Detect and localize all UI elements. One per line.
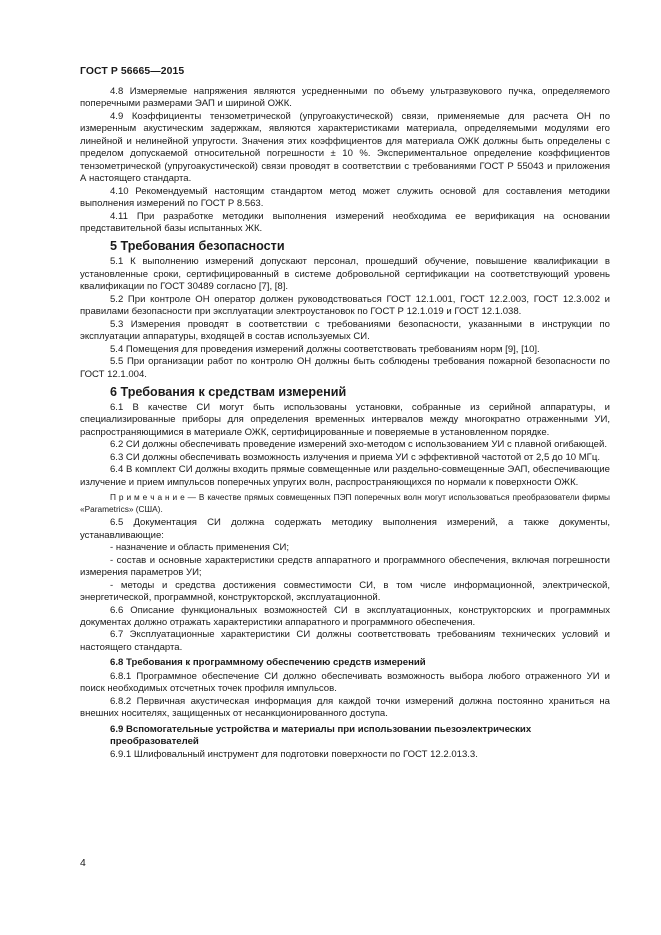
paragraph-4-9: 4.9 Коэффициенты тензометрической (упругоакустической) связи, применяемые для расчета ОН по измеренным акустическим задержкам, являются характеристиками материала, определяемыми модулями его линейной и нелинейной упругости. Значения этих коэффициентов для материала ОЖК должны быть определены с пределом допускаемой относительной погрешности ± 10 %. Экспериментальное определение коэффициентов тензометрической (упругоакустической) связи проводят в соответствии с требованиями ГОСТ Р 55043 и приложения А настоящего стандарта. [80,110,610,185]
paragraph-5-2: 5.2 При контроле ОН оператор должен руководствоваться ГОСТ 12.1.001, ГОСТ 12.2.003, ГОСТ 12.3.002 и правилами безопасности при эксплуатации электроустановок по ГОСТ Р 12.1.019 и ГОСТ 12.1.038. [80,293,610,318]
subsection-6-9-heading: 6.9 Вспомогательные устройства и материалы при использовании пьезоэлектрических преобразователей [110,723,532,747]
paragraph-6-8-2: 6.8.2 Первичная акустическая информация для каждой точки измерений должна постоянно храниться на внешних носителях, защищенных от несанкционированного доступа. [80,695,610,720]
section-6-heading: 6 Требования к средствам измерений [110,384,347,399]
paragraph-5-5: 5.5 При организации работ по контролю ОН должны быть соблюдены требования пожарной безопасности по ГОСТ 12.1.004. [80,356,610,380]
paragraph-6-1: 6.1 В качестве СИ могут быть использованы установки, собранные из серийной аппаратуры, и специализированные приборы для определения временных интервалов между многократно отраженными УИ, распространяющимися в материале ОЖК, сертифицированные и поверяемые в установленном порядке. [80,401,610,438]
paragraph-4-10: 4.10 Рекомендуемый настоящим стандартом метод может служить основой для составления методики выполнения измерений по ГОСТ Р 8.563. [80,185,610,210]
list-item-purpose: - назначение и область применения СИ; [110,542,289,554]
document-code: ГОСТ Р 56665—2015 [80,66,185,77]
paragraph-6-5: 6.5 Документация СИ должна содержать методику выполнения измерений, а также документы, устанавливающие: [80,517,610,541]
note-label: П р и м е ч а н и е [110,492,185,503]
paragraph-4-11: 4.11 При разработке методики выполнения измерений необходима ее верификация на основании представительной базы испытанных ЖК. [80,210,610,234]
paragraph-6-7: 6.7 Эксплуатационные характеристики СИ должны соответствовать требованиям технических условий и настоящего стандарта. [80,629,610,653]
list-item-compatibility: - методы и средства достижения совместимости СИ, в том числе информационной, электрической, энергетической, программной, конструкторской, эксплуатационной. [80,579,610,604]
paragraph-6-4: 6.4 В комплект СИ должны входить прямые совмещенные или раздельно-совмещенные ЭАП, обеспечивающие излучение и прием импульсов поперечных упругих волн, распространяющихся по нормали к поверхности ОЖК. [80,464,610,488]
paragraph-6-3: 6.3 СИ должны обеспечивать возможность излучения и приема УИ с эффективной частотой от 2,5 до 10 МГц. [110,451,600,463]
list-item-composition: - состав и основные характеристики средств аппаратного и программного обеспечения, включая погрешности измерения параметров УИ; [80,554,610,579]
paragraph-6-6: 6.6 Описание функциональных возможностей СИ в эксплуатационных, конструкторских и программных документах должно отражать характеристики аппаратного и программного обеспечения. [80,604,610,628]
note-text: — В качестве прямых совмещенных ПЭП поперечных волн могут использоваться преобразователи фирмы «Parametrics» (США). [80,492,610,514]
paragraph-5-4: 5.4 Помещения для проведения измерений должны соответствовать требованиям норм [9], [10]. [110,343,540,355]
section-5-heading: 5 Требования безопасности [110,239,285,254]
paragraph-5-1: 5.1 К выполнению измерений допускают персонал, прошедший обучение, повышение квалификации в установленные сроки, сертифицированный в системе добровольной сертификации на соответствующий уровень квалификации по ГОСТ 30489 согласно [7], [8]. [80,256,610,293]
paragraph-4-8: 4.8 Измеряемые напряжения являются усредненными по объему ультразвукового пучка, определяемого поперечными размерами ЭАП и шириной ОЖК. [80,86,610,110]
paragraph-6-8-1: 6.8.1 Программное обеспечение СИ должно обеспечивать возможность выбора любого отраженного УИ и поиск необходимых отсчетных точек профиля импульсов. [80,670,610,695]
paragraph-5-3: 5.3 Измерения проводят в соответствии с требованиями безопасности, указанными в инструкции по эксплуатации аппаратуры, входящей в состав используемых СИ. [80,318,610,343]
subsection-6-8-heading: 6.8 Требования к программному обеспечению средств измерений [110,657,426,669]
paragraph-6-2: 6.2 СИ должны обеспечивать проведение измерений эхо-методом с использованием УИ с плавной огибающей. [110,439,607,451]
page-number: 4 [80,858,86,869]
note [80,492,610,515]
paragraph-6-9-1: 6.9.1 Шлифовальный инструмент для подготовки поверхности по ГОСТ 12.2.013.3. [110,749,478,761]
document-body [80,86,610,762]
